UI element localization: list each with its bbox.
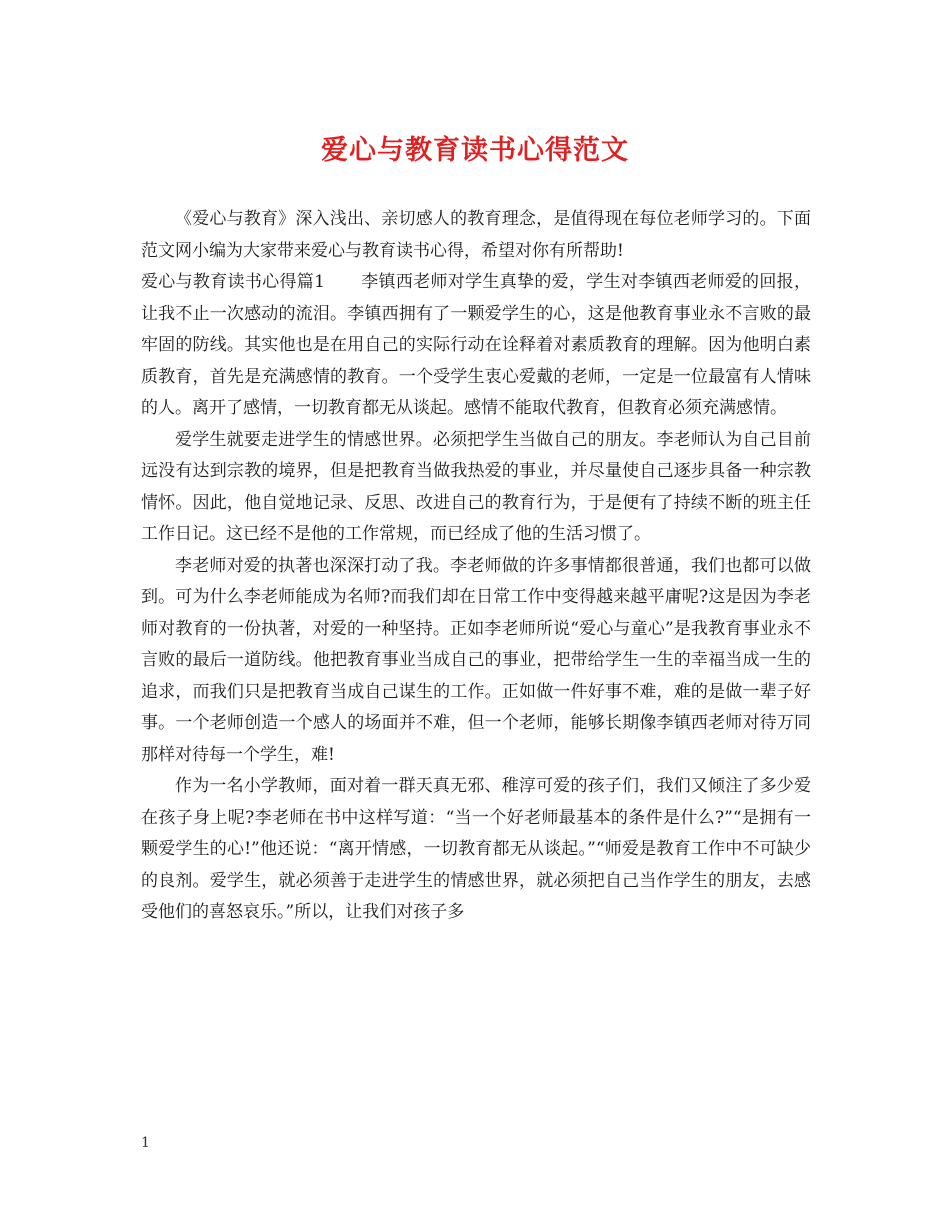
body-paragraph: 爱学生就要走进学生的情感世界。必须把学生当做自己的朋友。李老师认为自己目前远没有达到宗教的境界，但是把教育当做我热爱的事业，并尽量使自己逐步具备一种宗教情怀。因此，他自觉地记录、反思、改进自己的教育行为，于是便有了持续不断的班主任工作日记。这已经不是他的工作常规，而已经成了他的生活习惯了。 bbox=[141, 429, 811, 544]
section-label: 爱心与教育读书心得篇1 bbox=[141, 272, 325, 292]
page-number: 1 bbox=[141, 1135, 150, 1151]
section-first-paragraph: 李镇西老师对学生真挚的爱，学生对李镇西老师爱的回报，让我不止一次感动的流泪。李镇西拥有了一颗爱学生的心，这是他教育事业永不言败的最牢固的防线。其实他也是在用自己的实际行动在诠释着对素质教育的理解。因为他明白素质教育，首先是充满感情的教育。一个受学生衷心爱戴的老师，一定是一位最富有人情味的人。离开了感情，一切教育都无从谈起。感情不能取代教育，但教育必须充满感情。 bbox=[141, 272, 811, 418]
document-body bbox=[141, 204, 811, 929]
body-paragraph: 作为一名小学教师，面对着一群天真无邪、稚淳可爱的孩子们，我们又倾注了多少爱在孩子身上呢?李老师在书中这样写道：“当一个好老师最基本的条件是什么?”“是拥有一颗爱学生的心!”他还说：“离开情感，一切教育都无从谈起。”“师爱是教育工作中不可缺少的良剂。爱学生，就必须善于走进学生的情感世界，就必须把自己当作学生的朋友，去感受他们的喜怒哀乐。”所以，让我们对孩子多 bbox=[141, 776, 811, 922]
document-title: 爱心与教育读书心得范文 bbox=[321, 135, 629, 166]
intro-paragraph: 《爱心与教育》深入浅出、亲切感人的教育理念，是值得现在每位老师学习的。下面范文网小编为大家带来爱心与教育读书心得，希望对你有所帮助! bbox=[141, 209, 811, 261]
body-paragraph: 李老师对爱的执著也深深打动了我。李老师做的许多事情都很普通，我们也都可以做到。可为什么李老师能成为名师?而我们却在日常工作中变得越来越平庸呢?这是因为李老师对教育的一份执著，对爱的一种坚持。正如李老师所说“爱心与童心”是我教育事业永不言败的最后一道防线。他把教育事业当成自己的事业，把带给学生一生的幸福当成一生的追求，而我们只是把教育当成自己谋生的工作。正如做一件好事不难，难的是做一辈子好事。一个老师创造一个感人的场面并不难，但一个老师，能够长期像李镇西老师对待万同那样对待每一个学生，难! bbox=[141, 555, 811, 765]
section-paragraph bbox=[141, 267, 811, 425]
